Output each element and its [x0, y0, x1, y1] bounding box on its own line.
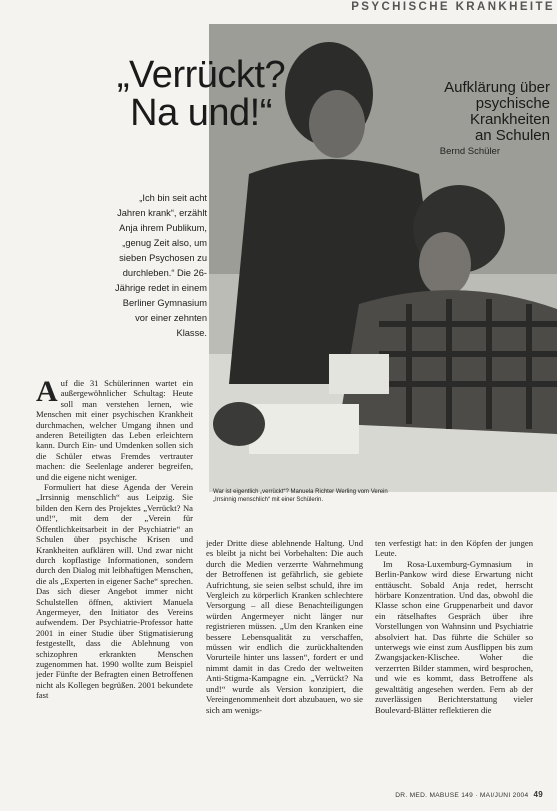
intro-paragraph: „Ich bin seit acht Jahren krank“, erzählt Anja ihrem Publikum, „genug Zeit also, um sieben Psychosen zu durchleben.“ Die 26-Jährige redet in einem Berliner Gymnasium vor einer zehnten Klasse. [115, 193, 207, 338]
author-name: Bernd Schüler [439, 146, 500, 157]
article-subtitle [400, 80, 550, 144]
body-paragraph: Formuliert hat diese Agenda der Verein „Irrsinnig menschlich“ aus Leipzig. Sie bilden den Kern des Projektes „Verrückt? Na und!“, mit dem der „Verein für Öffentlichkeitsarbeit in der Psychiatrie“ an Schulen über psychische Krisen und Krankheiten aufklären will. Und zwar nicht durch kopflastige Informationen, sondern durch den Dialog mit leibhaftigen Menschen, die als „Experten in eigener Sache“ sprechen. Das sich dieser Angebot immer nicht Schulstellen öffnen, aktiviert Manuela Angermeyer, den Initiator des Vereins aufwendem. Der Psychiatrie-Professor hatte 2001 in einer Studie über Stigmatisierung festgestellt, dass die Ablehnung von schizophren erkrankten Menschen zugenommen hat. 1990 wollte zum Beispiel jeder Fünfte der Befragten einen Betroffenen nicht als Kollegen begrüßen. 2001 bekundete fast [36, 482, 193, 701]
subtitle-line-2: psychische [475, 95, 550, 112]
body-paragraph [36, 378, 193, 482]
paragraph-text: uf die 31 Schülerinnen wartet ein außergewöhnlicher Schultag: Heute soll man verstehen lernen, wie Menschen mit einer psychischen Krankheit durchmachen, welcher Umgang ihnen und anderen Beteiligten das Leben erleichtern kann. Durch Ein- und Umdenken sollen sich die Schüler etwas Fremdes vertrauter machen: die Seelenlage anderer begreifen, und die eigene nicht weniger. [36, 378, 193, 482]
body-column-3 [375, 538, 533, 780]
body-paragraph: ten verfestigt hat: in den Köpfen der jungen Leute. [375, 538, 533, 559]
page-number: 49 [533, 790, 543, 799]
body-paragraph: Im Rosa-Luxemburg-Gymnasium in Berlin-Pankow wird diese Erwartung nicht enttäuscht. Sobald Anja redet, herrscht hörbare Konzentration. Und das, obwohl die Klasse schon eine Gruppenarbeit und davor ein rätselhaftes Gespräch über ihre Vorstellungen von Wahnsinn und Psychiatrie absolviert hat. Das führte die Schüler so unterwegs wie einst zum Ausflippen bis zum Zwangsjacken-Klischee. Woher die verzerrten Bilder stammen, wird besprochen, und wie es kommt, dass Betroffene als gewalttätig angesehen werden. Fern ab der zuverlässigen Berichterstattung vieler Boulevard-Blätter reflektieren die [375, 558, 533, 715]
title-line-1: „Verrückt? [116, 54, 286, 96]
article-title [96, 56, 306, 132]
drop-cap: A [36, 378, 58, 408]
body-column-1 [36, 378, 193, 780]
photo-caption: War ist eigentlich „verrückt“? Manuela Richter Werling vom Verein „Irrsinnig menschlich“ mit einer Schülerin. [213, 489, 388, 503]
page-footer [373, 790, 543, 799]
subtitle-line-4: an Schulen [474, 127, 550, 144]
body-column-2 [206, 538, 363, 780]
footer-publication: DR. MED. MABUSE 149 · MAI/JUNI 2004 [395, 792, 529, 799]
section-header: PSYCHISCHE KRANKHEITE [351, 1, 555, 13]
subtitle-line-3: Krankheiten [469, 111, 550, 128]
subtitle-line-1: Aufklärung über [444, 79, 550, 96]
body-paragraph: jeder Dritte diese ablehnende Haltung. Und es bleibt ja nicht bei Vorbehalten: Die auch durch die Medien verzerrte Wahrnehmung der Betroffenen ist gefährlich, sie gebiete Aufrichtung, sie seien selbst schuld, ihre im Vergleich zu körperlich Kranken schlechtere Versorgung – all diese Benachteiligungen würden Angermeyer nicht länger nur registrieren müssen. „Um den Kranken eine bessere Lebensqualität zu verschaffen, müssen wir endlich die zurückhaltenden Vorurteile hinter uns lassen“, fordert er und nimmt damit in das Credo der weltweiten Anti-Stigma-Kampagne ein. „Verrückt? Na und!“ wurde als Version konzipiert, die Vereingenommenheit dort abzubauen, wo sie sich am wenigs- [206, 538, 363, 715]
title-line-2: Na und!“ [130, 92, 272, 134]
